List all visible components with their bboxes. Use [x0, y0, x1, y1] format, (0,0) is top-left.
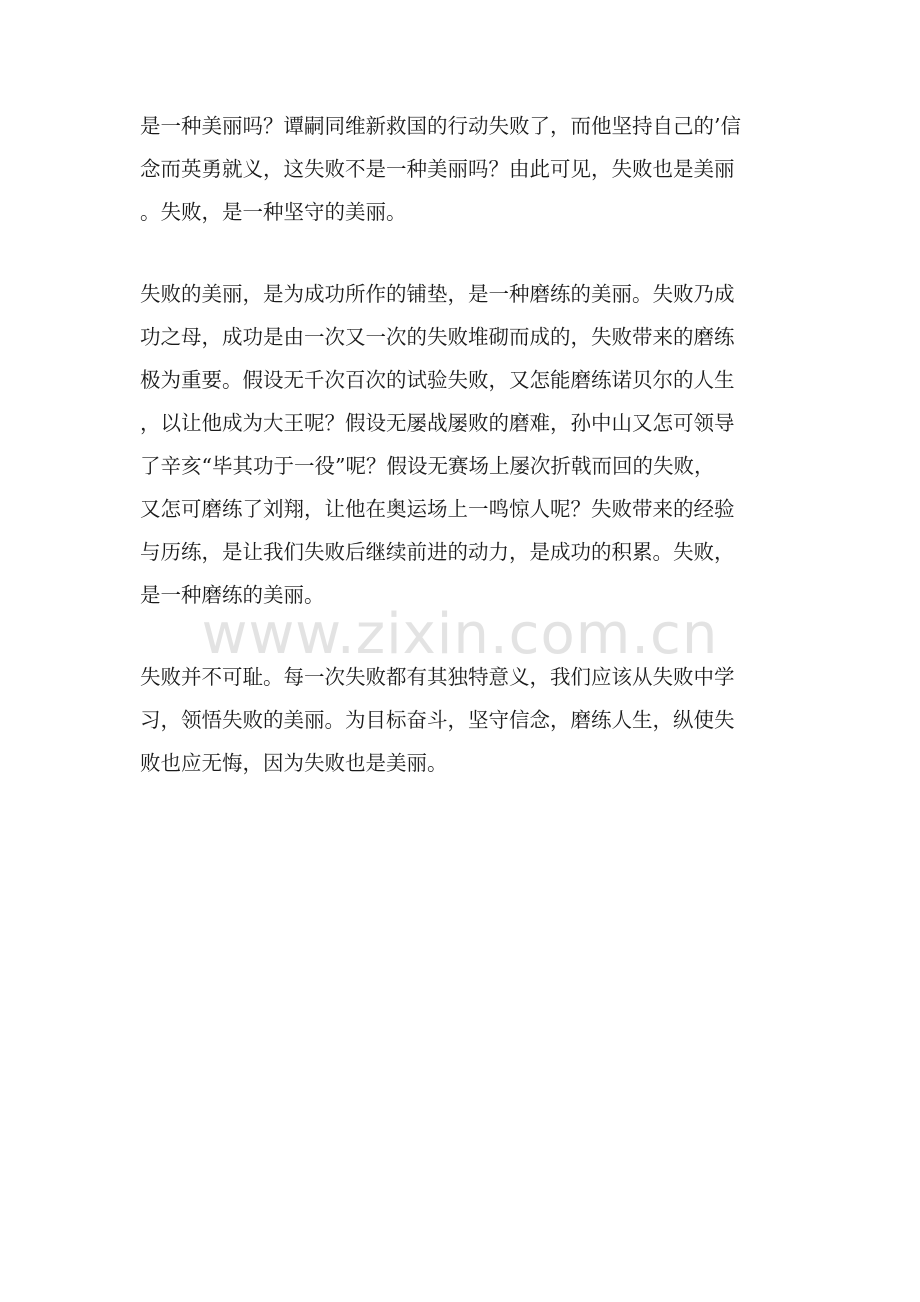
paragraph-line: 。失败，是一种坚守的美丽。	[140, 200, 407, 224]
paragraph-line: 败也应无悔，因为失败也是美丽。	[140, 751, 448, 775]
paragraph-line: 与历练，是让我们失败后继续前进的动力，是成功的积累。失败，	[140, 540, 735, 564]
paragraph-line: 极为重要。假设无千次百次的试验失败，又怎能磨练诺贝尔的人生	[140, 368, 735, 392]
paragraph-line: 功之母，成功是由一次又一次的失败堆砌而成的，失败带来的磨练	[140, 325, 735, 349]
paragraph-line: 是一种美丽吗？谭嗣同维新救国的行动失败了，而他坚持自己的’信	[140, 114, 742, 138]
paragraph-line: 失败并不可耻。每一次失败都有其独特意义，我们应该从失败中学	[140, 665, 735, 689]
paragraph-line: 是一种磨练的美丽。	[140, 583, 325, 607]
paragraph-line: 念而英勇就义，这失败不是一种美丽吗？由此可见，失败也是美丽	[140, 157, 735, 181]
paragraph-line: 了辛亥“毕其功于一役”呢？假设无赛场上屡次折戟而回的失败，	[140, 454, 715, 478]
paragraph-line: 又怎可磨练了刘翔，让他在奥运场上一鸣惊人呢？失败带来的经验	[140, 497, 735, 521]
paragraph-line: ，以让他成为大王呢？假设无屡战屡败的磨难，孙中山又怎可领导	[140, 411, 735, 435]
paragraph-line: 习，领悟失败的美丽。为目标奋斗，坚守信念，磨练人生，纵使失	[140, 708, 735, 732]
paragraph-line: 失败的美丽，是为成功所作的铺垫，是一种磨练的美丽。失败乃成	[140, 282, 735, 306]
watermark: www.zixin.com.cn	[201, 602, 719, 667]
